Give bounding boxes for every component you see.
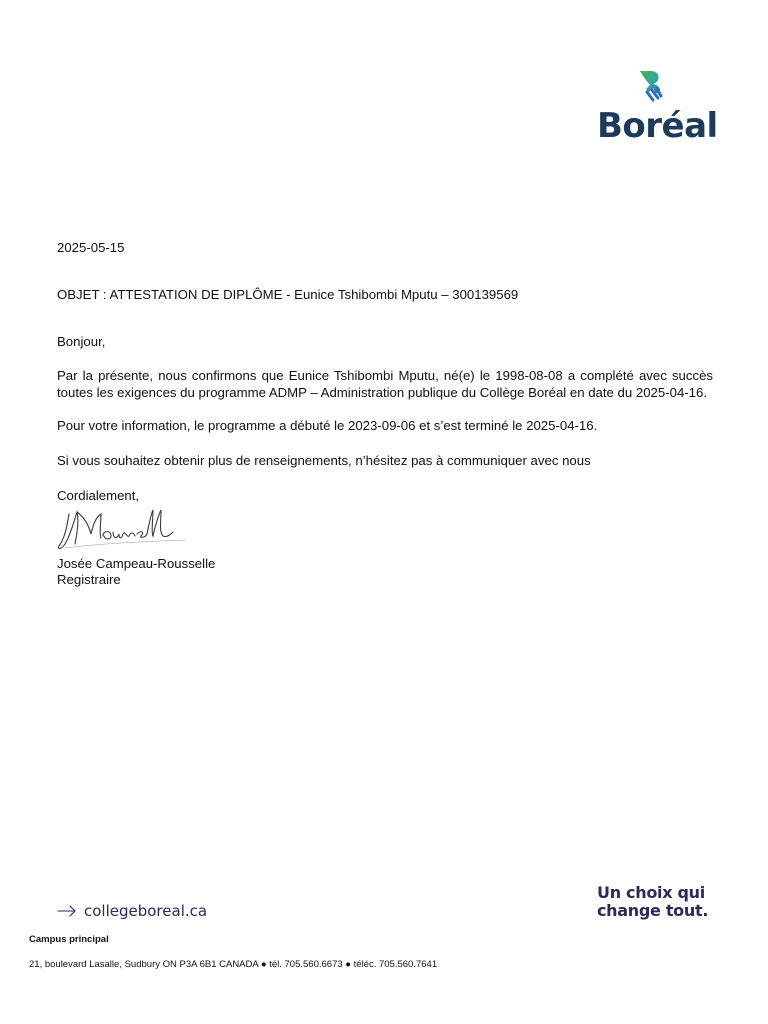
boreal-logo-mark-icon xyxy=(636,70,666,106)
letter-paragraph-contact: Si vous souhaitez obtenir plus de renseignements, n’hésitez pas à communiquer avec nous xyxy=(57,453,591,468)
letter-closing: Cordialement, xyxy=(57,488,140,503)
letter-paragraph-program-dates: Pour votre information, le programme a débuté le 2023-09-06 et s’est terminé le 2025-04-16. xyxy=(57,418,598,433)
website-url[interactable]: collegeboreal.ca xyxy=(84,902,208,920)
college-slogan xyxy=(597,884,708,920)
logo-wordmark: Boréal xyxy=(597,106,718,146)
handwritten-signature xyxy=(55,504,205,554)
signer-name: Josée Campeau-Rousselle xyxy=(57,556,216,571)
letter-date: 2025-05-15 xyxy=(57,240,125,255)
letter-paragraph-confirmation: Par la présente, nous confirmons que Eunice Tshibombi Mputu, né(e) le 1998-08-08 a complété avec succès toutes les exigences du programme ADMP – Administration publique du Collège Boréal en date du 2025-04-16. xyxy=(57,368,713,400)
college-logo xyxy=(596,68,720,148)
campus-address: 21, boulevard Lasalle, Sudbury ON P3A 6B1 CANADA ● tél. 705.560.6673 ● téléc. 705.560.7641 xyxy=(29,959,438,970)
arrow-right-icon xyxy=(57,905,77,917)
slogan-line-1: Un choix qui xyxy=(597,883,705,902)
slogan-line-2: change tout. xyxy=(597,901,709,920)
signer-title: Registraire xyxy=(57,572,121,587)
letter-greeting: Bonjour, xyxy=(57,334,106,349)
letter-subject: OBJET : ATTESTATION DE DIPLÔME - Eunice Tshibombi Mputu – 300139569 xyxy=(57,287,519,302)
campus-label: Campus principal xyxy=(29,934,109,945)
